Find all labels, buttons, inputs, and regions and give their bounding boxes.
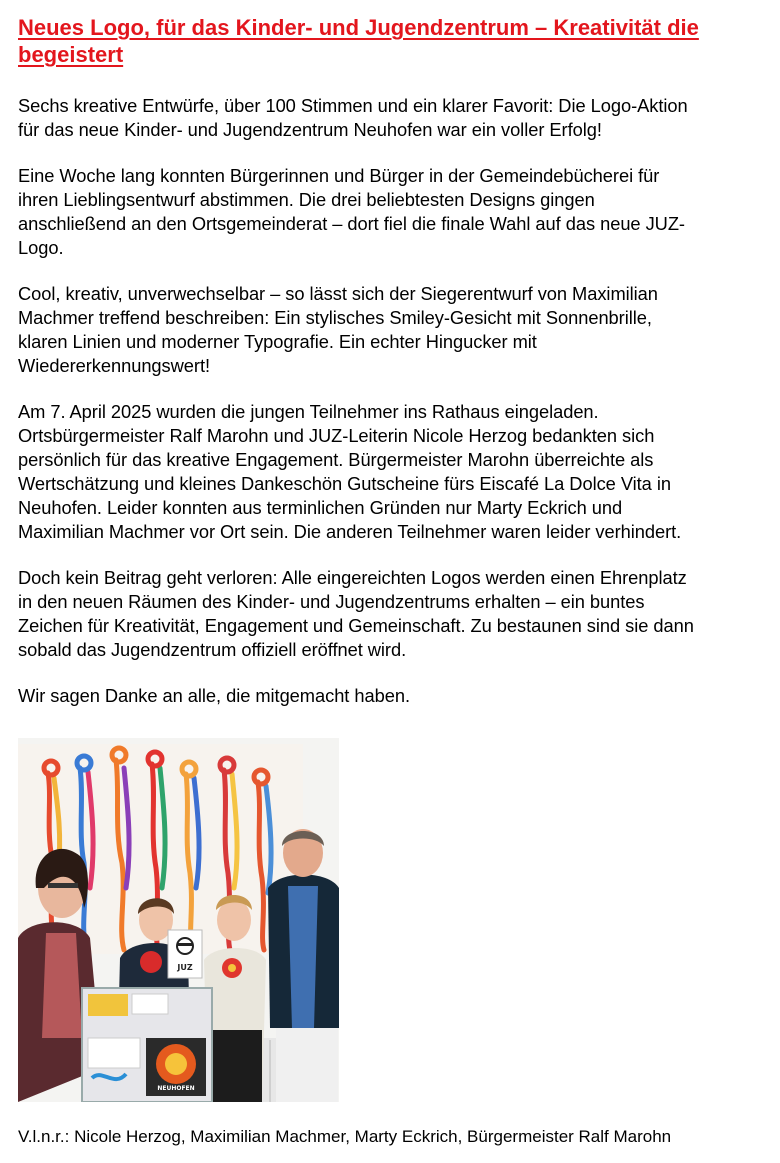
paragraph-2	[18, 164, 780, 260]
paragraph-line: Eine Woche lang konnten Bürgerinnen und Bürger in der Gemeindebücherei für	[18, 165, 660, 186]
paragraph-line: persönlich für das kreative Engagement. Bürgermeister Marohn überreichte als	[18, 449, 654, 470]
juz-logo-sign	[168, 930, 202, 978]
paragraph-line: Am 7. April 2025 wurden die jungen Teilnehmer ins Rathaus eingeladen.	[18, 401, 599, 422]
paragraph-line: sobald das Jugendzentrum offiziell eröffnet wird.	[18, 639, 407, 660]
paragraph-line: Machmer treffend beschreiben: Ein stylisches Smiley-Gesicht mit Sonnenbrille,	[18, 307, 652, 328]
paragraph-line: Logo.	[18, 237, 64, 258]
paragraph-line: Maximilian Machmer vor Ort sein. Die anderen Teilnehmer waren leider verhindert.	[18, 521, 682, 542]
paragraph-4	[18, 400, 780, 544]
photo-caption: V.l.n.r.: Nicole Herzog, Maximilian Machmer, Marty Eckrich, Bürgermeister Ralf Marohn	[18, 1127, 672, 1146]
poster-board	[82, 988, 212, 1102]
paragraph-line: für das neue Kinder- und Jugendzentrum Neuhofen war ein voller Erfolg!	[18, 119, 602, 140]
paragraph-6	[18, 684, 780, 708]
paragraph-line: Sechs kreative Entwürfe, über 100 Stimmen und ein klarer Favorit: Die Logo-Aktion	[18, 95, 688, 116]
paragraph-line: klaren Linien und moderner Typografie. Ein echter Hingucker mit	[18, 331, 537, 352]
article	[18, 14, 780, 708]
paragraph-line: Neuhofen. Leider konnten aus terminlichen Gründen nur Marty Eckrich und	[18, 497, 623, 518]
paragraph-3	[18, 282, 780, 378]
paragraph-5	[18, 566, 780, 662]
paragraph-line: Doch kein Beitrag geht verloren: Alle eingereichten Logos werden einen Ehrenplatz	[18, 567, 687, 588]
group-photo-illustration	[18, 738, 339, 1102]
paragraph-line: Cool, kreativ, unverwechselbar – so lässt sich der Siegerentwurf von Maximilian	[18, 283, 658, 304]
paragraph-line: ihren Lieblingsentwurf abstimmen. Die drei beliebtesten Designs gingen	[18, 189, 595, 210]
paragraph-line: Wiedererkennungswert!	[18, 355, 211, 376]
paragraph-line: Ortsbürgermeister Ralf Marohn und JUZ-Leiterin Nicole Herzog bedankten sich	[18, 425, 655, 446]
paragraph-line: in den neuen Räumen des Kinder- und Jugendzentrums erhalten – ein buntes	[18, 591, 645, 612]
paragraph-line: Wir sagen Danke an alle, die mitgemacht haben.	[18, 685, 410, 706]
article-title: Neues Logo, für das Kinder- und Jugendzentrum – Kreativität die begeistert	[18, 15, 699, 67]
juz-sign-text: JUZ	[177, 963, 193, 972]
paragraph-line: anschließend an den Ortsgemeinderat – dort fiel die finale Wahl auf das neue JUZ-	[18, 213, 685, 234]
paragraph-line: Zeichen für Kreativität, Engagement und Gemeinschaft. Zu bestaunen sind sie dann	[18, 615, 694, 636]
paragraph-1	[18, 94, 780, 142]
group-photo	[18, 738, 339, 1102]
paragraph-line: Wertschätzung und kleines Dankeschön Gutscheine fürs Eiscafé La Dolce Vita in	[18, 473, 671, 494]
poster-text: NEUHOFEN	[157, 1085, 195, 1092]
